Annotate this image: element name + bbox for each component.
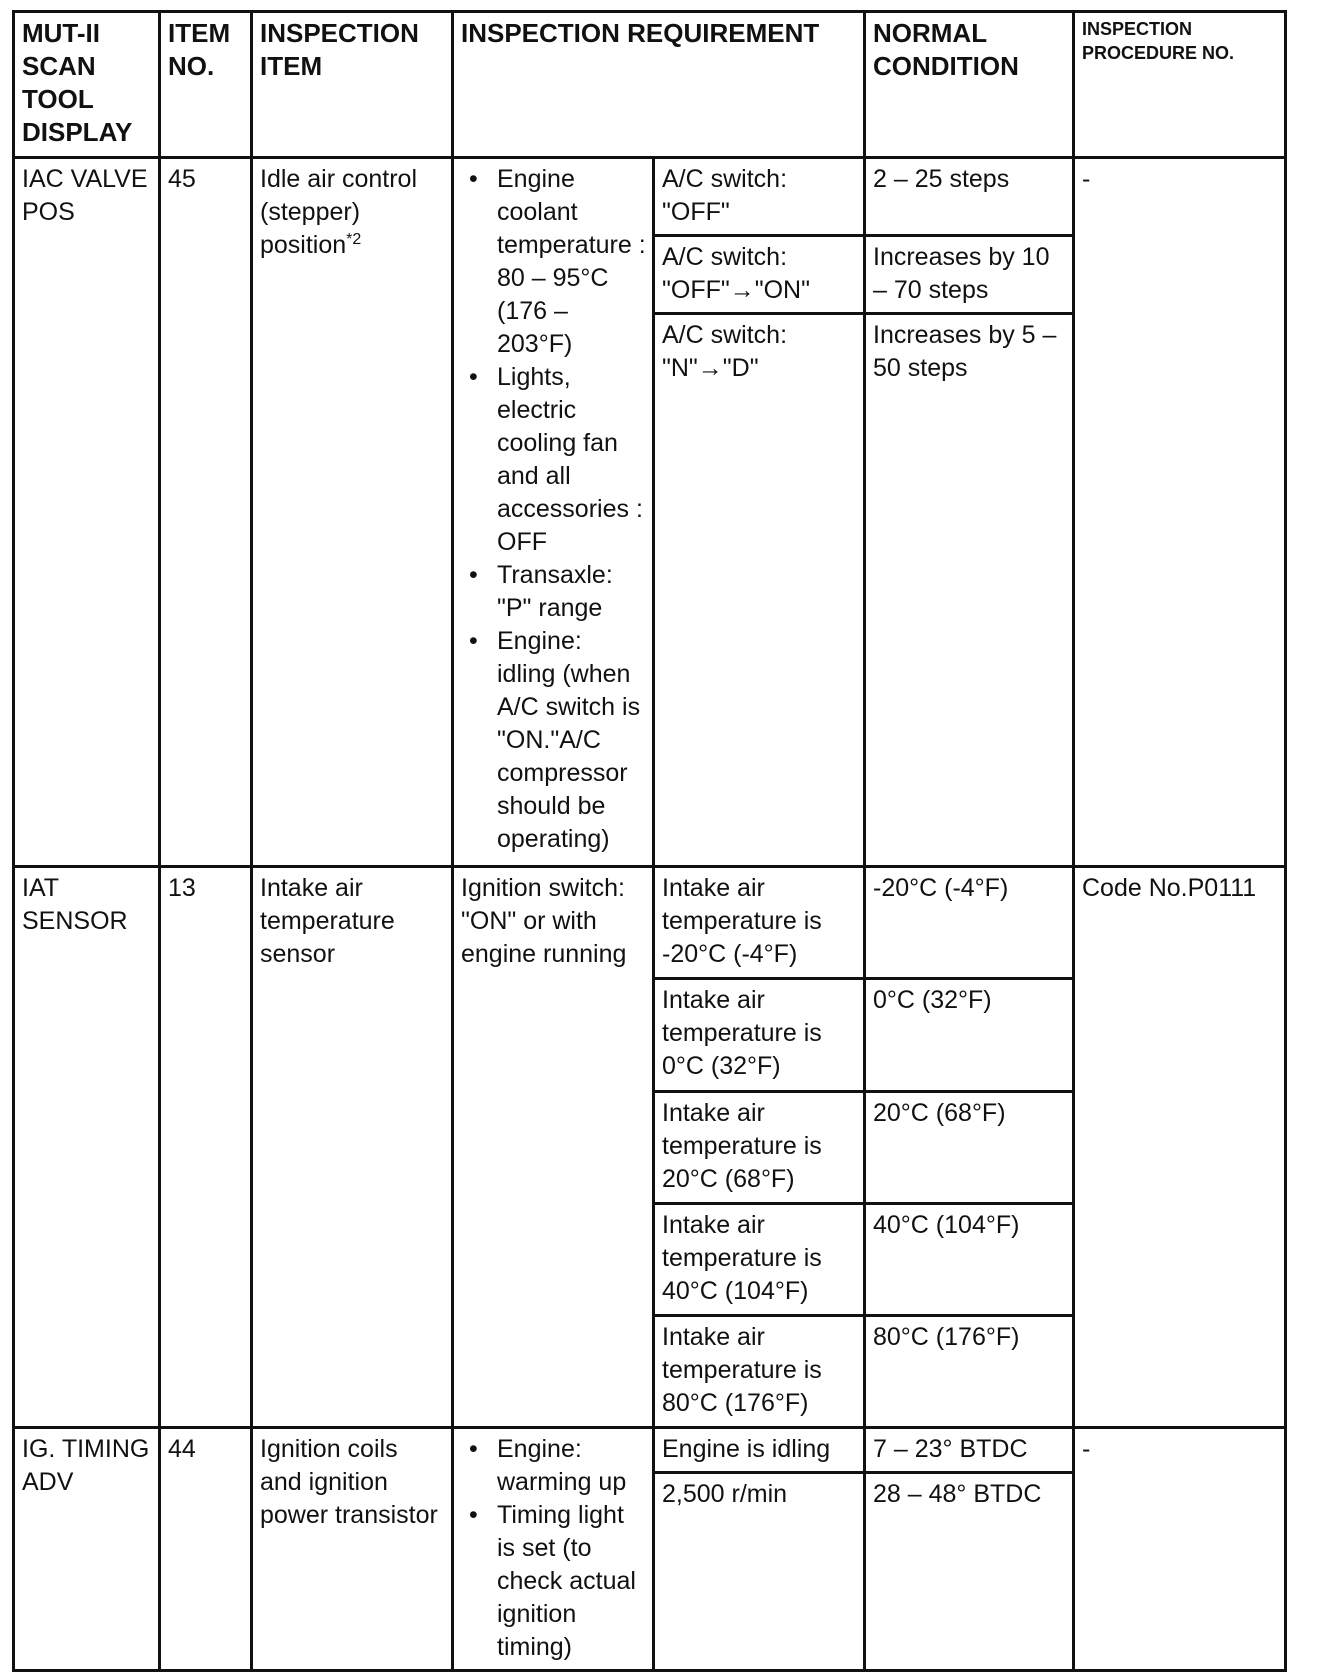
- condition-cell: Intake air temperature is 20°C (68°F): [654, 1091, 865, 1203]
- requirement-item: • Lights, electric cooling fan and all accessories : OFF: [469, 362, 643, 556]
- table-row: [14, 867, 1286, 979]
- normal-condition-cell: -20°C (-4°F): [865, 867, 1074, 979]
- normal-condition-cell: 7 – 23° BTDC: [865, 1428, 1074, 1473]
- procedure-cell: -: [1074, 1428, 1286, 1671]
- requirement-item: • Engine: idling (when A/C switch is "ON."A/C compressor should be operating): [469, 626, 641, 853]
- normal-condition-cell: 2 – 25 steps: [865, 157, 1074, 235]
- normal-condition-cell: Increases by 5 – 50 steps: [865, 313, 1074, 867]
- requirement-list: [461, 163, 646, 856]
- procedure-cell: Code No.P0111: [1074, 867, 1286, 1428]
- normal-condition-cell: 0°C (32°F): [865, 979, 1074, 1091]
- header-display: MUT-II SCAN TOOL DISPLAY: [14, 12, 160, 158]
- inspection-item-cell: Intake air temperature sensor: [252, 867, 453, 1428]
- requirement-cell: [453, 157, 654, 867]
- footnote-mark: *2: [346, 230, 362, 248]
- requirement-item: • Timing light is set (to check actual ignition timing): [469, 1501, 636, 1662]
- condition-cell: A/C switch: "N"→"D": [654, 313, 865, 867]
- requirement-cell: Ignition switch: "ON" or with engine running: [453, 867, 654, 1428]
- item-no-cell: 13: [160, 867, 252, 1428]
- display-cell: IG. TIMING ADV: [14, 1428, 160, 1671]
- header-normal-condition: NORMAL CONDITION: [865, 12, 1074, 158]
- condition-cell: 2,500 r/min: [654, 1473, 865, 1671]
- header-item-no: ITEM NO.: [160, 12, 252, 158]
- requirement-item: • Transaxle: "P" range: [469, 560, 613, 622]
- normal-condition-cell: 28 – 48° BTDC: [865, 1473, 1074, 1671]
- inspection-table: [12, 10, 1287, 1672]
- header-inspection-procedure: INSPECTION PROCEDURE NO.: [1074, 12, 1286, 158]
- condition-cell: Engine is idling: [654, 1428, 865, 1473]
- table-row: [14, 1428, 1286, 1473]
- inspection-item-cell: [252, 157, 453, 867]
- display-cell: IAT SENSOR: [14, 867, 160, 1428]
- item-no-cell: 45: [160, 157, 252, 867]
- condition-cell: Intake air temperature is 0°C (32°F): [654, 979, 865, 1091]
- inspection-item-text: Idle air control (stepper) position: [260, 164, 418, 259]
- normal-condition-cell: 20°C (68°F): [865, 1091, 1074, 1203]
- condition-cell: Intake air temperature is 40°C (104°F): [654, 1203, 865, 1315]
- item-no-cell: 44: [160, 1428, 252, 1671]
- normal-condition-cell: Increases by 10 – 70 steps: [865, 235, 1074, 313]
- condition-cell: Intake air temperature is -20°C (-4°F): [654, 867, 865, 979]
- normal-condition-cell: 80°C (176°F): [865, 1316, 1074, 1428]
- condition-cell: A/C switch: "OFF"→"ON": [654, 235, 865, 313]
- header-row: [14, 12, 1286, 158]
- table-row: [14, 157, 1286, 235]
- requirement-item: • Engine: warming up: [469, 1435, 627, 1497]
- header-inspection-item: INSPECTION ITEM: [252, 12, 453, 158]
- requirement-list: [461, 1433, 646, 1664]
- header-inspection-requirement: INSPECTION REQUIREMENT: [453, 12, 865, 158]
- condition-cell: Intake air temperature is 80°C (176°F): [654, 1316, 865, 1428]
- condition-cell: A/C switch: "OFF": [654, 157, 865, 235]
- inspection-item-cell: Ignition coils and ignition power transistor: [252, 1428, 453, 1671]
- normal-condition-cell: 40°C (104°F): [865, 1203, 1074, 1315]
- display-cell: IAC VALVE POS: [14, 157, 160, 867]
- requirement-item: • Engine coolant temperature : 80 – 95°C (176 – 203°F): [469, 164, 646, 358]
- procedure-cell: -: [1074, 157, 1286, 867]
- requirement-cell: [453, 1428, 654, 1671]
